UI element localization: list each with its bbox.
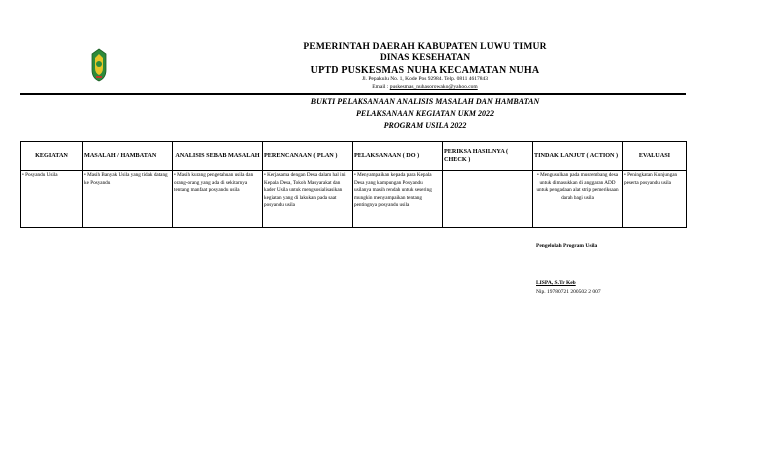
- cell-masalah: • Masih Banyak Usila yang tidak datang ke Posyandu: [83, 171, 173, 228]
- cell-perencanaan: • Kerjasama dengan Desa dalam hal ini Kepala Desa, Tokoh Masyarakat dan kader Usila untuk mengsosialisasikan kegiatan yang di lakukan pada saat posyandu usila: [263, 171, 353, 228]
- table-header-row: [21, 142, 687, 171]
- email-prefix: Email :: [372, 84, 389, 90]
- header-masalah: MASALAH / HAMBATAN: [83, 142, 173, 171]
- cell-evaluasi: • Peningkatan Kunjungan peserta posyandu usila: [623, 171, 687, 228]
- header-kegiatan: KEGIATAN: [21, 142, 83, 171]
- header-evaluasi: EVALUASI: [623, 142, 687, 171]
- letterhead-divider: [20, 93, 686, 95]
- header-perencanaan: PERENCANAAN ( PLAN ): [263, 142, 353, 171]
- email-link[interactable]: puskesmas_nuhasorowako@yahoo.com: [389, 84, 478, 90]
- header-pelaksanaan: PELAKSANAAN ( DO ): [353, 142, 443, 171]
- letterhead-department: DINAS KESEHATAN: [379, 53, 471, 63]
- cell-analisis: • Masih kurang pengetahuan usila dan orang-orang yang ada di sekitarnya tentang manfaat posyandu usila: [173, 171, 263, 228]
- letterhead-email-line: [140, 84, 710, 90]
- cell-periksa: [443, 171, 533, 228]
- signature-name: LISPA, S.Tr Keb: [536, 280, 576, 286]
- document-subtitle: PELAKSANAAN KEGIATAN UKM 2022: [355, 109, 495, 118]
- table-row: [21, 171, 687, 228]
- header-tindak-lanjut: TINDAK LANJUT ( ACTION ): [533, 142, 623, 171]
- document-program: PROGRAM USILA 2022: [383, 121, 467, 130]
- cell-tindak-lanjut: • Mengusulkan pada musrembang desa untuk dimasukkan di anggaran ADD untuk pengadaan alat strip pemeriksaan darah bagi usila: [533, 171, 623, 228]
- regency-logo-icon: [90, 48, 108, 82]
- analysis-table: [20, 141, 687, 228]
- letterhead-government: PEMERINTAH DAERAH KABUPATEN LUWU TIMUR: [303, 42, 547, 52]
- cell-kegiatan: • Posyandu Usila: [21, 171, 83, 228]
- signature-nip: Nip. 19780721 200502 2 007: [536, 289, 601, 295]
- document-title: BUKTI PELAKSANAAN ANALISIS MASALAH DAN HAMBATAN: [310, 97, 540, 106]
- letterhead-institution: UPTD PUSKESMAS NUHA KECAMATAN NUHA: [310, 65, 540, 76]
- header-periksa: PERIKSA HASILNYA ( CHECK ): [443, 142, 533, 171]
- header-analisis: ANALISIS SEBAB MASALAH: [173, 142, 263, 171]
- signature-role: Pengelolah Program Usila: [536, 243, 598, 249]
- letterhead-address: Jl. Pepakulu No. 1, Kode Pos 92984. Telp. 0811 4617843: [361, 76, 489, 82]
- cell-pelaksanaan: • Menyampaikan kepada para Kepala Desa yang kampungan Posyandu usilanya masih rendah untuk sesering mungkin menyampaikan tentang pentingnya posyandu usila: [353, 171, 443, 228]
